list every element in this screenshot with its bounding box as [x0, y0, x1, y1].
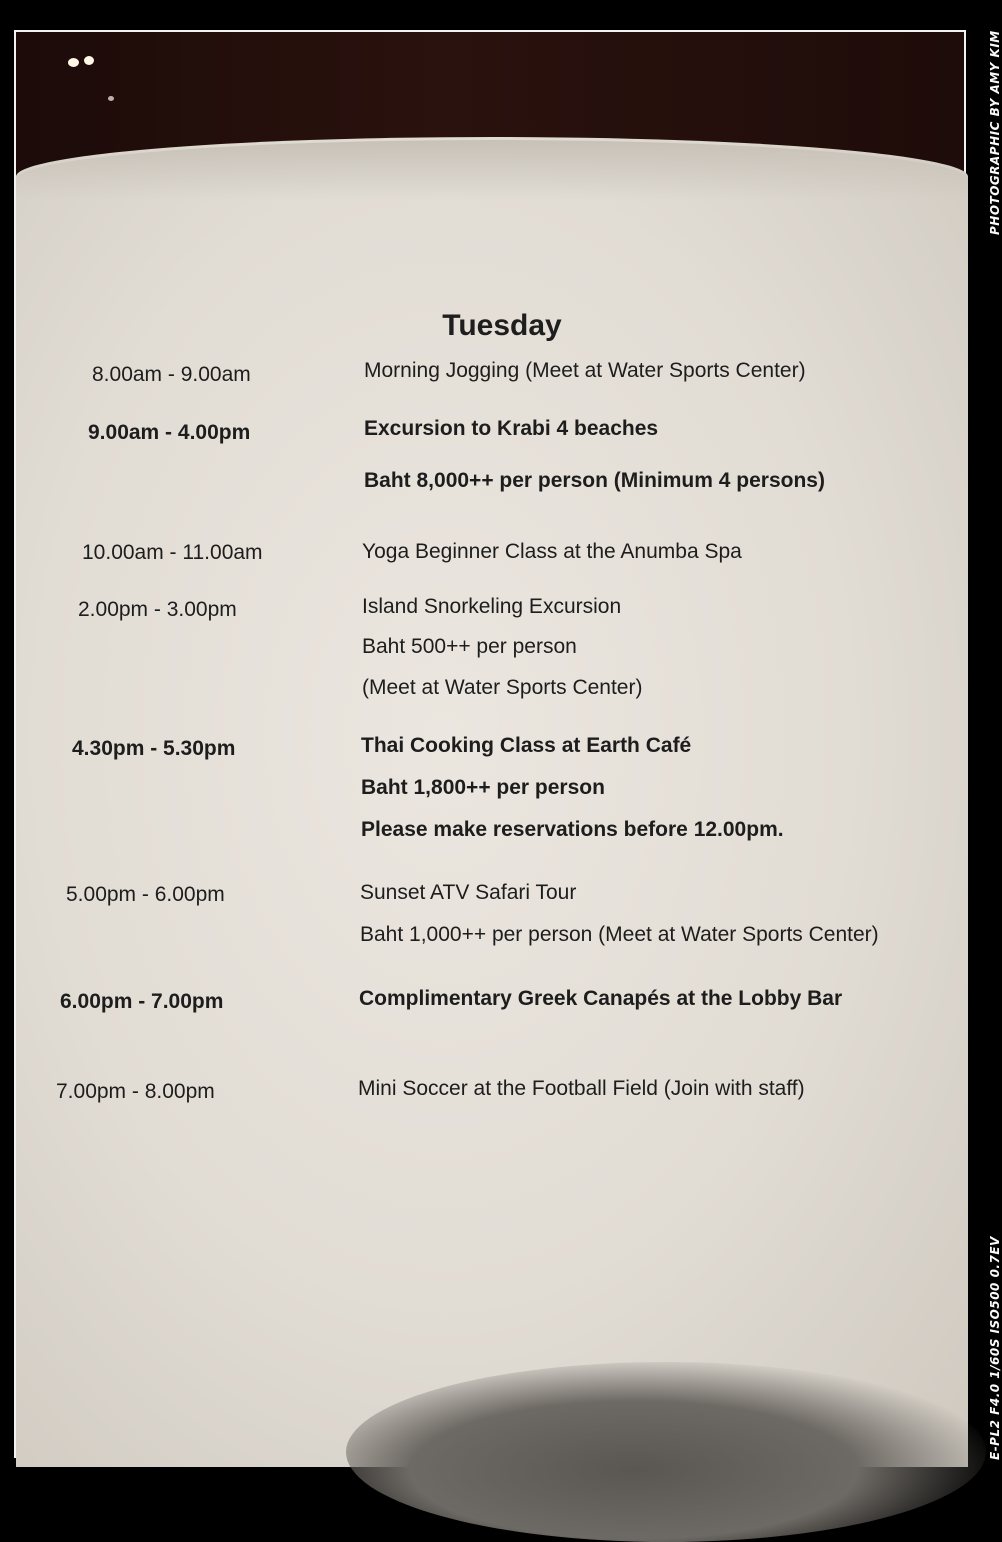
schedule-activity-line: Yoga Beginner Class at the Anumba Spa	[362, 540, 742, 563]
schedule-time: 8.00am - 9.00am	[92, 363, 251, 386]
schedule-time: 7.00pm - 8.00pm	[56, 1080, 215, 1103]
schedule-activity-line: Island Snorkeling Excursion	[362, 595, 622, 618]
photographer-credit	[974, 20, 1002, 240]
schedule-time: 6.00pm - 7.00pm	[60, 990, 224, 1013]
schedule-activity-line: Baht 8,000++ per person (Minimum 4 persons)	[364, 469, 825, 492]
exif-text: E-PL2 F4.0 1/60S ISO500 0.7EV	[988, 1236, 1002, 1460]
schedule-activity-line: Morning Jogging (Meet at Water Sports Center)	[364, 359, 806, 382]
schedule-time: 5.00pm - 6.00pm	[66, 883, 225, 906]
hand-shadow	[346, 1362, 986, 1542]
schedule-activity-line: Please make reservations before 12.00pm.	[361, 818, 784, 841]
schedule-activity-line: Excursion to Krabi 4 beaches	[364, 417, 659, 440]
schedule-activity-line: Baht 500++ per person	[362, 635, 577, 658]
schedule-time: 10.00am - 11.00am	[82, 541, 263, 564]
schedule-activity-line: (Meet at Water Sports Center)	[362, 676, 643, 699]
schedule-activity-line: Baht 1,800++ per person	[361, 776, 605, 799]
day-title: Tuesday	[442, 309, 562, 342]
camera-exif	[974, 1212, 1002, 1462]
credit-text: PHOTOGRAPHIC BY AMY KIM	[988, 30, 1002, 235]
light-spot	[68, 58, 79, 67]
light-spot	[84, 56, 94, 65]
schedule-activity-line: Baht 1,000++ per person (Meet at Water Sports Center)	[360, 923, 879, 946]
schedule-time: 2.00pm - 3.00pm	[78, 598, 237, 621]
schedule-activity-line: Complimentary Greek Canapés at the Lobby Bar	[359, 987, 843, 1010]
light-spot	[108, 96, 114, 101]
schedule-activity-line: Mini Soccer at the Football Field (Join with staff)	[358, 1077, 805, 1100]
schedule-activity-line: Thai Cooking Class at Earth Café	[361, 734, 692, 757]
schedule-activity-line: Sunset ATV Safari Tour	[360, 881, 577, 904]
photo-frame	[14, 30, 966, 1458]
schedule-time: 4.30pm - 5.30pm	[72, 737, 236, 760]
schedule-time: 9.00am - 4.00pm	[88, 421, 251, 444]
